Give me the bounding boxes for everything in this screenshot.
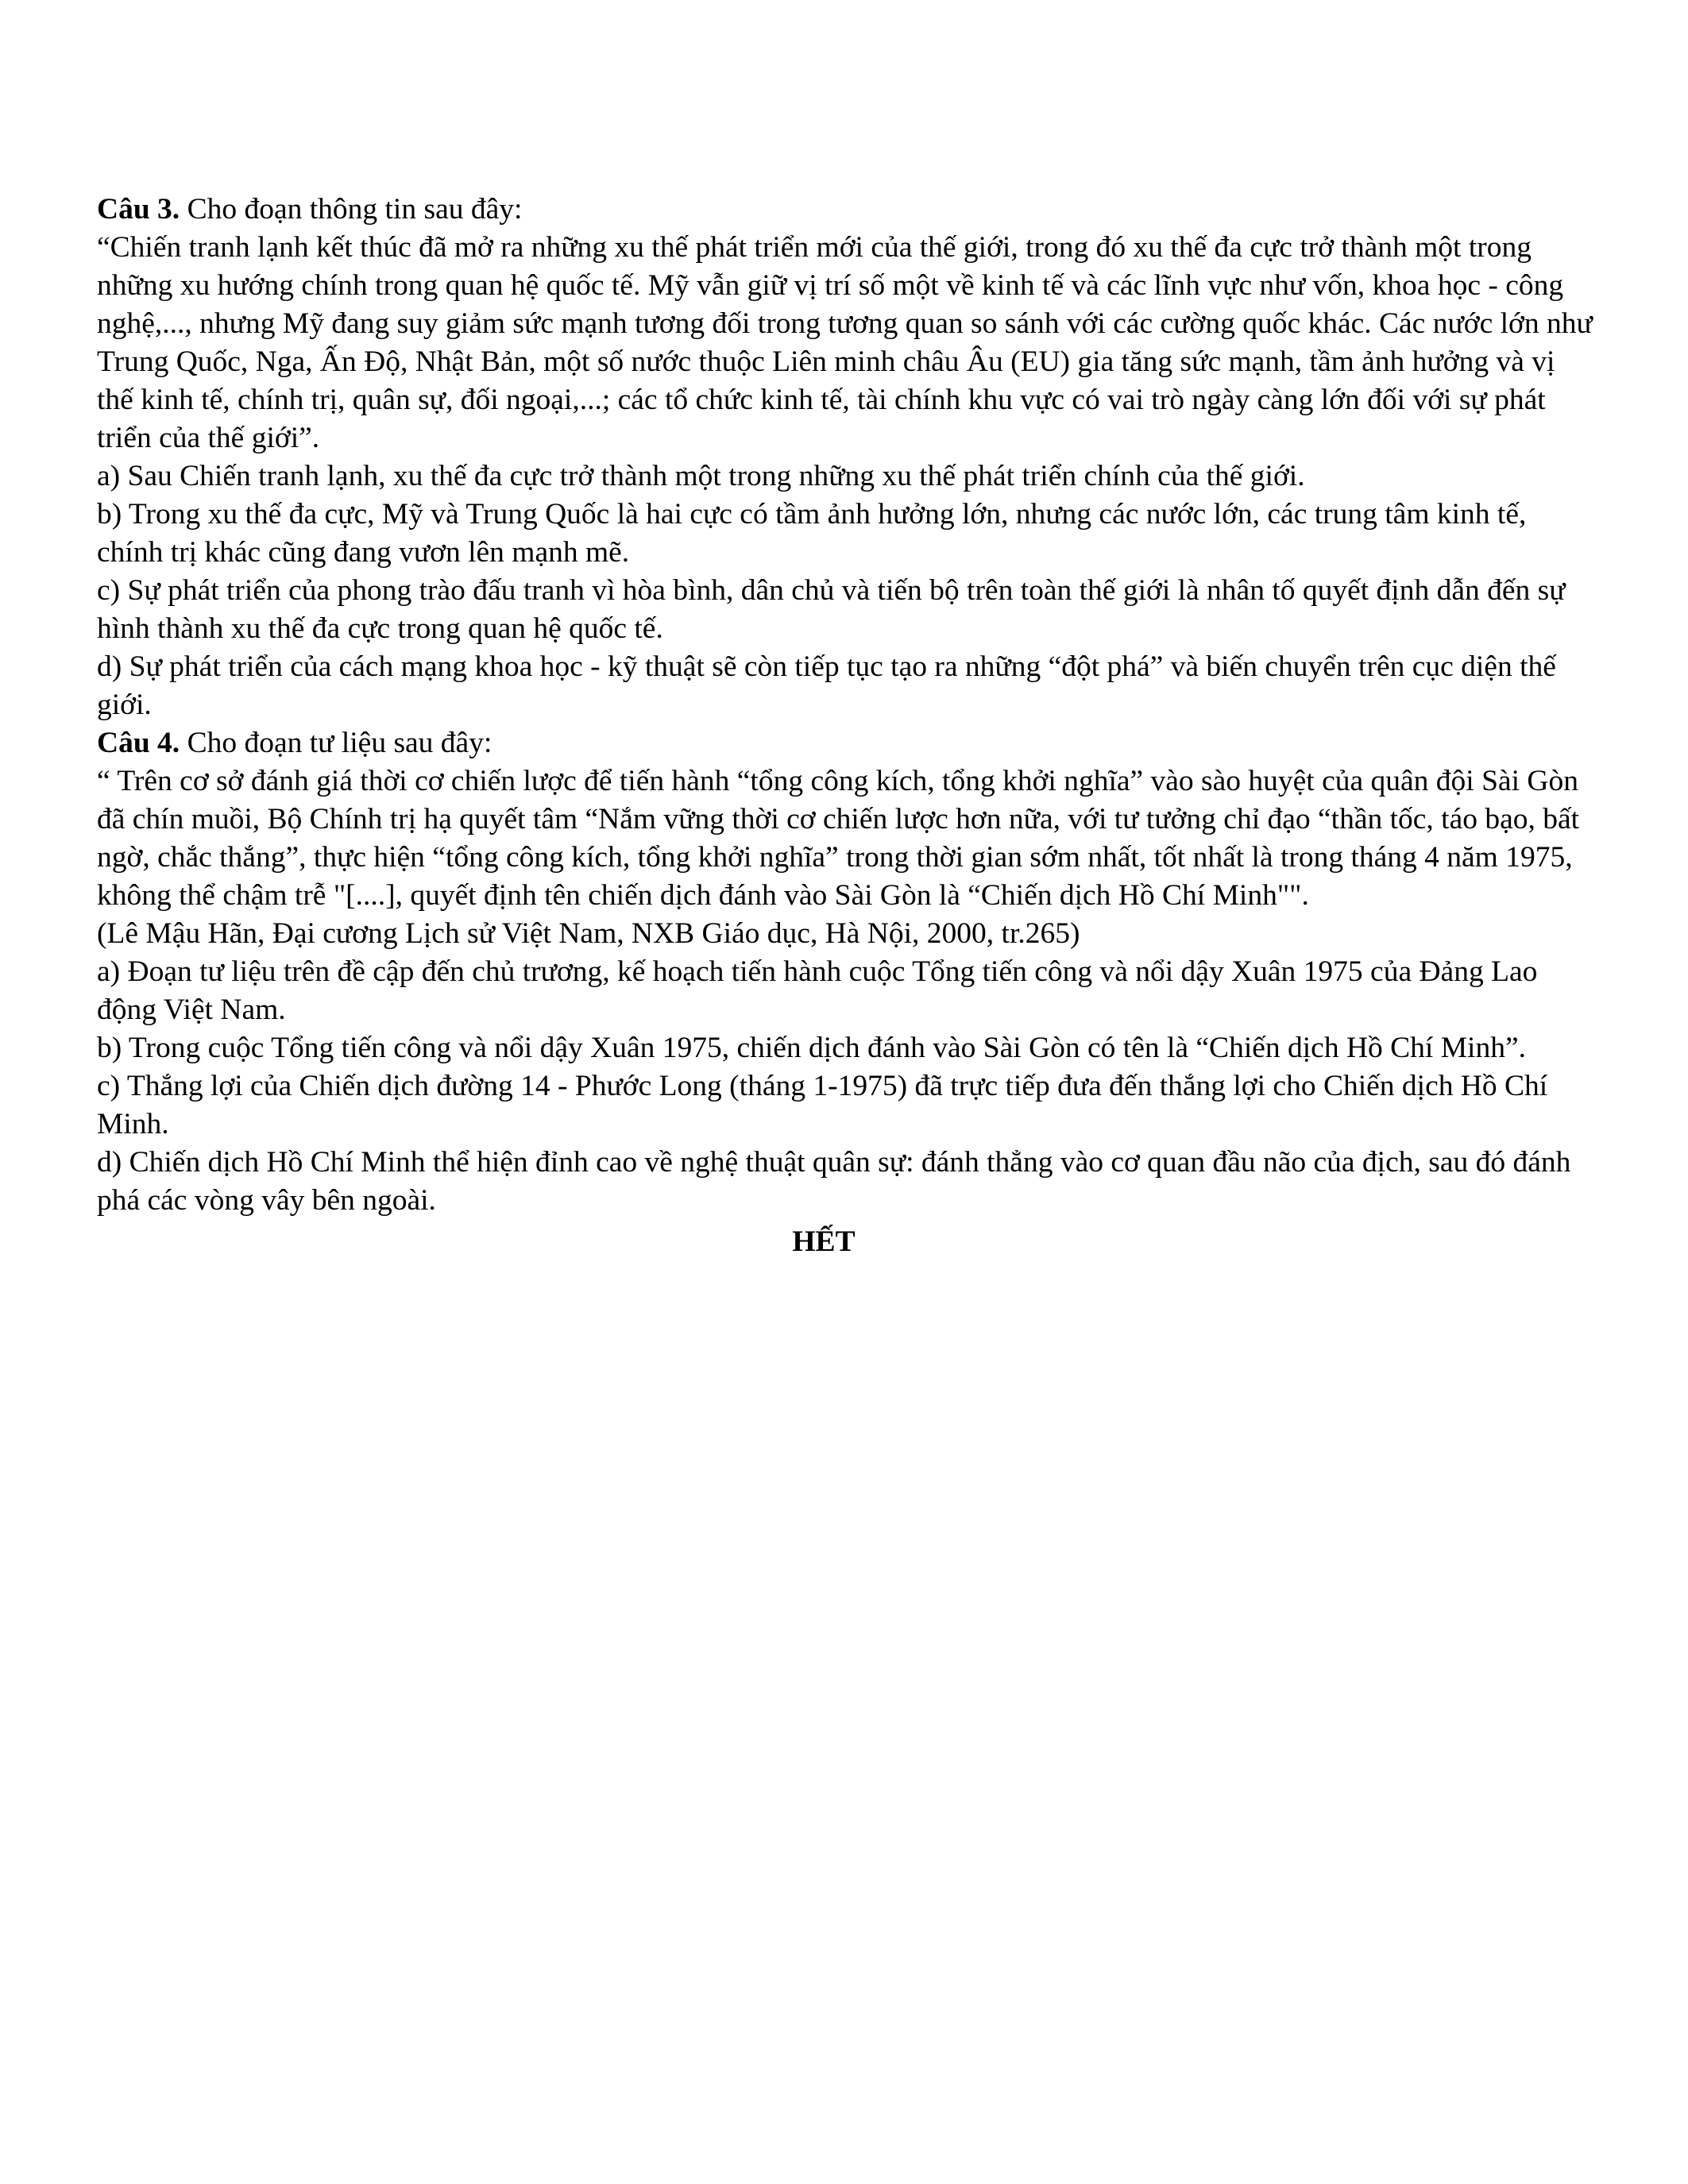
question-3-option-b: b) Trong xu thế đa cực, Mỹ và Trung Quốc là hai cực có tầm ảnh hưởng lớn, nhưng các nước lớn, các trung tâm kinh tế, chính trị khác cũng đang vươn lên mạnh mẽ. [97, 498, 1527, 569]
question-4-passage: “ Trên cơ sở đánh giá thời cơ chiến lược để tiến hành “tổng công kích, tổng khởi nghĩa” vào sào huyệt của quân đội Sài Gòn đã chín muồi, Bộ Chính trị hạ quyết tâm “Nắm vững thời cơ chiến lược hơn nữa, với tư tưởng chỉ đạo “thần tốc, táo bạo, bất ngờ, chắc thắng”, thực hiện “tổng công kích, tổng khởi nghĩa” trong thời gian sớm nhất, tốt nhất là trong tháng 4 năm 1975, không thể chậm trễ "[....], quyết định tên chiến dịch đánh vào Sài Gòn là “Chiến dịch Hồ Chí Minh"". [97, 765, 1580, 912]
end-label: HẾT [792, 1225, 856, 1258]
question-4-label: Câu 4. [97, 727, 180, 759]
document-page [97, 191, 1598, 1261]
question-3-passage: “Chiến tranh lạnh kết thúc đã mở ra những xu thế phát triển mới của thế giới, trong đó xu thế đa cực trở thành một trong những xu hướng chính trong quan hệ quốc tế. Mỹ vẫn giữ vị trí số một về kinh tế và các lĩnh vực như vốn, khoa học - công nghệ,..., nhưng Mỹ đang suy giảm sức mạnh tương đối trong tương quan so sánh với các cường quốc khác. Các nước lớn như Trung Quốc, Nga, Ấn Độ, Nhật Bản, một số nước thuộc Liên minh châu Âu (EU) gia tăng sức mạnh, tầm ảnh hưởng và vị thế kinh tế, chính trị, quân sự, đối ngoại,...; các tổ chức kinh tế, tài chính khu vực có vai trò ngày càng lớn đối với sự phát triển của thế giới”. [97, 231, 1593, 454]
question-3-option-a: a) Sau Chiến tranh lạnh, xu thế đa cực trở thành một trong những xu thế phát triển chính của thế giới. [97, 460, 1305, 492]
question-3-option-c: c) Sự phát triển của phong trào đấu tranh vì hòa bình, dân chủ và tiến bộ trên toàn thế giới là nhân tố quyết định dẫn đến sự hình thành xu thế đa cực trong quan hệ quốc tế. [97, 574, 1566, 645]
question-4-intro: Cho đoạn tư liệu sau đây: [180, 727, 492, 759]
question-4-option-d: d) Chiến dịch Hồ Chí Minh thể hiện đỉnh cao về nghệ thuật quân sự: đánh thẳng vào cơ quan đầu não của địch, sau đó đánh phá các vòng vây bên ngoài. [97, 1146, 1571, 1217]
question-3-intro: Cho đoạn thông tin sau đây: [180, 193, 523, 226]
question-3-option-d: d) Sự phát triển của cách mạng khoa học - kỹ thuật sẽ còn tiếp tục tạo ra những “đột phá” và biến chuyển trên cục diện thế giới. [97, 650, 1556, 721]
question-4-option-a: a) Đoạn tư liệu trên đề cập đến chủ trương, kế hoạch tiến hành cuộc Tổng tiến công và nổi dậy Xuân 1975 của Đảng Lao động Việt Nam. [97, 955, 1538, 1026]
question-4-option-b: b) Trong cuộc Tổng tiến công và nổi dậy Xuân 1975, chiến dịch đánh vào Sài Gòn có tên là “Chiến dịch Hồ Chí Minh”. [97, 1032, 1526, 1064]
question-4-source: (Lê Mậu Hãn, Đại cương Lịch sử Việt Nam, NXB Giáo dục, Hà Nội, 2000, tr.265) [97, 917, 1080, 950]
question-4-heading [97, 724, 1598, 762]
question-4-option-c: c) Thắng lợi của Chiến dịch đường 14 - Phước Long (tháng 1-1975) đã trực tiếp đưa đến thắng lợi cho Chiến dịch Hồ Chí Minh. [97, 1070, 1548, 1140]
question-3-heading [97, 191, 1598, 229]
question-3-label: Câu 3. [97, 193, 180, 226]
